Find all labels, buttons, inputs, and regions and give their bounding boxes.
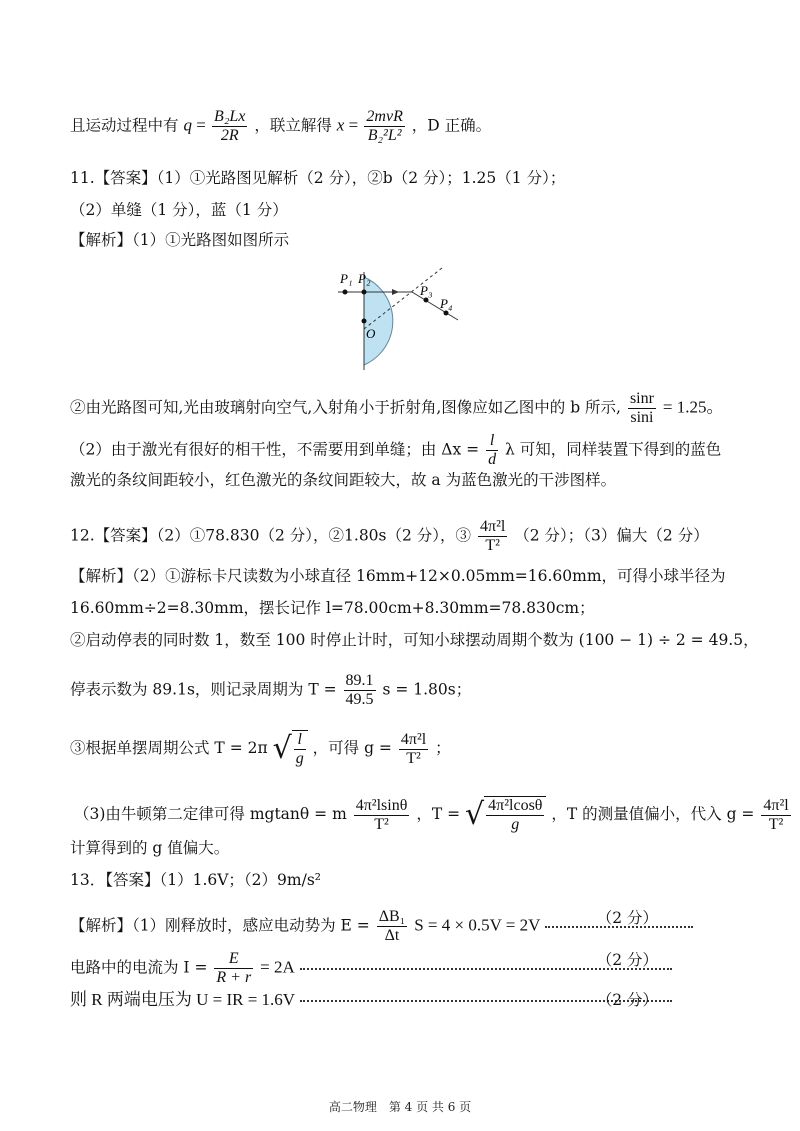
q12-analysis-line3: ②启动停表的同时数 1，数至 100 时停止计时，可知小球摆动周期个数为 (100 − 1) ÷ 2 = 49.5， xyxy=(70,631,759,649)
arrow-icon xyxy=(392,289,399,295)
pin-p3 xyxy=(424,298,429,303)
q12-analysis-line2: 16.60mm÷2=8.30mm，摆长记作 l=78.00cm+8.30mm=78.830cm； xyxy=(70,599,595,617)
q11-para3: （2）由于激光有很好的相干性，不需要用到单缝；由 Δx = $\frac{l}{d}$ λ 可知，同样装置下得到的蓝色 xyxy=(70,432,722,468)
var-x: x xyxy=(336,115,345,135)
q12-answer: 12.【答案】（2）①78.830（2 分），②1.80s（2 分），③ $\frac{\text{4π²l}}{\text{T²}}$ （2 分）；（3）偏大（2 分） xyxy=(70,518,709,554)
q13-analysis-3: 则 R 两端电压为 U = IR = 1.6V （2 分） xyxy=(70,990,730,1010)
fraction-q: $\frac{\text{B₂Lx}}{2R}$ xyxy=(214,108,246,144)
q11-answer-line1: 11.【答案】（1）①光路图见解析（2 分），②b（2 分）；1.25（1 分）； xyxy=(70,169,566,187)
q12-analysis-line1: 【解析】（2）①游标卡尺读数为小球直径 16mm+12×0.05mm=16.60mm，可得小球半径为 xyxy=(70,567,726,585)
pin-p2 xyxy=(362,290,367,295)
q11-para2: ②由光路图可知,光由玻璃射向空气,入射角小于折射角,图像应如乙图中的 b 所示, $\frac{\sin r}{\sin i}$ = 1.25。 xyxy=(70,390,724,426)
q12-analysis-line4: 停表示数为 89.1s，则记录周期为 T = $\frac{89.1}{49.5}$ s = 1.80s； xyxy=(70,672,472,708)
q12-analysis-line7: 计算得到的 g 值偏大。 xyxy=(70,839,230,857)
label-p2: P₂ xyxy=(358,271,371,286)
q11-para3-line2: 激光的条纹间距较小，红色激光的条纹间距较大，故 a 为蓝色激光的干涉图样。 xyxy=(70,471,617,489)
page-footer: 高二物理 第 4 页 共 6 页 xyxy=(328,1100,472,1114)
text: 且运动过程中有 xyxy=(70,116,179,135)
q12-analysis-line5: ③根据单摆周期公式 T = 2π √ $\frac{l}{g}$ ，可得 g = $\frac{\text{4π²l}}{\text{T²}}$ ； xyxy=(70,730,451,767)
q13-analysis-2: 电路中的电流为 I = $\frac{E}{R + r}$ = 2A （2 分） xyxy=(70,950,730,987)
q11-analysis-intro: 【解析】（1）①光路图如图所示 xyxy=(70,231,290,249)
label-o: O xyxy=(366,326,376,341)
light-path-diagram xyxy=(330,262,470,374)
q13-analysis-1: 【解析】（1）刚释放时，感应电动势为 E = $\frac{\text{ΔB₁}}{\Delta t}$ S = 4 × 0.5V = 2V （2 分） xyxy=(70,908,730,945)
line-top: 且运动过程中有 q = $\frac{\text{B₂Lx}}{2R}$ ，联立解得 x = $\frac{\text{2mvR}}{\text{B₂²L²}}$ ，D 正确。 xyxy=(70,108,492,144)
label-p1: P₁ xyxy=(340,271,353,286)
q13-answer: 13．【答案】（1）1.6V；（2）9m/s² xyxy=(70,871,321,889)
label-p3: P₃ xyxy=(420,283,433,298)
center-o xyxy=(362,319,367,324)
pin-p1 xyxy=(343,290,348,295)
label-p4: P₄ xyxy=(440,296,453,311)
var-q: q xyxy=(183,115,192,135)
pin-p4 xyxy=(444,311,449,316)
q11-answer-line2: （2）单缝（1 分），蓝（1 分） xyxy=(70,201,288,219)
fraction-x: $\frac{\text{2mvR}}{\text{B₂²L²}}$ xyxy=(366,108,403,144)
text: ，D 正确。 xyxy=(411,116,492,135)
glass-semicircle xyxy=(364,277,393,365)
text: ，联立解得 xyxy=(254,116,332,135)
q12-analysis-line6: （3)由牛顿第二定律可得 mgtanθ = m $\frac{\text{4π²lsinθ}}{\text{T²}}$ ，T = √ $\frac{\text{4π²lcosθ}}{g}$ ，T 的测量值偏小，代入 g = $\frac{\text{4π²l}}{\text{T²}}$ xyxy=(74,796,789,833)
